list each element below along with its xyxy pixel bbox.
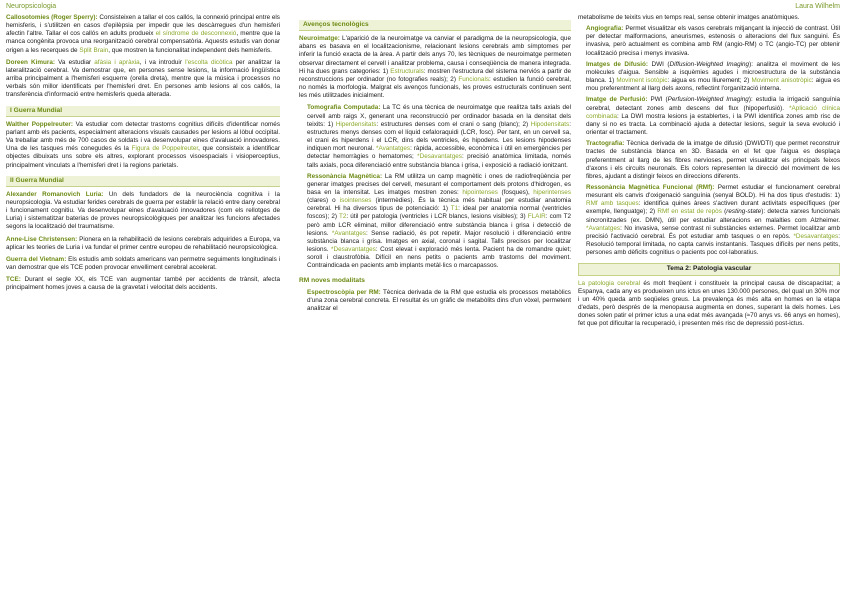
term-luria: Alexander Romanovich Luria: xyxy=(6,190,104,198)
highlight-term: hiperintenses xyxy=(533,188,571,196)
highlight-term: Split Brain xyxy=(79,46,109,54)
list-item-angiografia xyxy=(586,25,840,58)
term-tractografia: Tractografia: xyxy=(586,140,625,148)
highlight-term: *Avantatges xyxy=(375,145,411,153)
highlight-term: *Avantatges xyxy=(586,224,621,232)
section-heading-ww1: I Guerra Mundial xyxy=(6,106,280,117)
term-rmf: Ressonància Magnètica Funcional (RMf): xyxy=(586,183,715,191)
highlight-term: *Desavantatges xyxy=(793,232,839,240)
highlight-term: Hiperdensitats xyxy=(335,120,377,128)
list-rm-modalities xyxy=(299,289,571,313)
text: és molt freqüent i constitueix la principal causa de discapacitat; a Espanya, cada any es produeixen uns ictus en unes 130.000 persones, del qual un 30% mor i un 40% queda amb seqüeles greus. La prevalença és més alta en homes en la etapa d'edats, però després de la menopausa augmenta en dones, superant la dels homes. Les dones solen patir el primer ictus a una edat més avançada (≈70 anys vs. 66 anys en homes), fet que pot dificultar la recuperació, i presenten més risc de depressió post-ictus. xyxy=(578,279,840,328)
term-espectroscopia: Espectroscòpia per RM: xyxy=(307,288,381,296)
text: , que consisteix a identificar objectes dibuixats uns sobre els altres, explorant processos visoespacials i visioperceptius, principalment vinculats a l'hemisferi dret i la regions parietals. xyxy=(6,145,280,169)
highlight-term: RMf amb tasques xyxy=(586,200,639,208)
highlight-term: FLAIR xyxy=(527,213,546,221)
highlight-term: *Desavantatges xyxy=(417,153,462,161)
highlight-term: el síndrome de desconnexió xyxy=(155,30,237,38)
highlight-term: T1 xyxy=(450,205,459,213)
text: Un dels fundadors de la neurociència cognitiva i la neuropsicologia. Va estudiar ferides cerebrals de guerra per establir la relació entre dany cerebral i funcionament cognitiu. Va desenvolupar eines d'avaluació innovadores (com els rellotges de Luria) i sistematitzar baterias de proves neuropsicològiques per analitzar les funcions afectades segons la localització del traumatisme. xyxy=(6,190,280,231)
text: : Cost elevat i exploració més lenta. Pacient ha de romandre quiet; soroll i claustrofòbia. Difícil en nens petits o pacients amb trastorns del moviment. Contraindicada en pacients amb implants metàl·lics o marcapassos. xyxy=(307,246,571,270)
text: : aigua es mou lliurement; 2) xyxy=(667,77,752,85)
list-item-perfusio xyxy=(586,96,840,137)
text: Els estudis amb soldats americans van permetre seguiments longitudinals i van demostrar que els TCE poden provocar envelliment cerebral accelerat. xyxy=(6,255,280,272)
header-subject: Neuropsicologia xyxy=(6,3,57,10)
paragraph-poppelreuter xyxy=(6,121,280,170)
section-heading-rm-new: RM noves modalitats xyxy=(299,276,365,284)
text: : com T2 però amb LCR eliminat, millor diferenciació entre substància blanca i grisa i detecció de lesions. xyxy=(307,213,571,237)
paragraph-patologia-vascular xyxy=(578,280,840,329)
text: (fosques), xyxy=(497,188,534,196)
text: Va estudiar xyxy=(54,58,95,66)
highlight-term: La patologia cerebral xyxy=(578,279,641,287)
text-italic: Diffusion-Weighted Imaging xyxy=(669,60,750,68)
text: La TC és una tècnica de neuroimatge que realitza talls axials del cervell amb raigs X, generant una reconstrucció per ordinador basada en la densitat dels teixits: 1) xyxy=(307,104,571,128)
paragraph-callosotomies xyxy=(6,14,280,55)
highlight-term: afàsia i apràxia xyxy=(94,58,140,66)
text: : útil per patologia (ventricles i LCR blancs, lesions visibles); 3) xyxy=(346,213,528,221)
text: : estudien la funció cerebral, no només la morfologia. Malgrat els avenços funcionals, les proves estructurals continuen sent les més utilitzades inicialment. xyxy=(299,75,571,100)
text: , i va introduir xyxy=(139,58,186,66)
text: DWI ( xyxy=(648,60,670,68)
term-neuroimatge: Neuroimatge: xyxy=(299,35,340,43)
section-heading-ww2: II Guerra Mundial xyxy=(6,176,280,187)
highlight-term: Moviment isotòpic xyxy=(616,77,668,85)
text: Pionera en la rehabilitació de lesions cerebrals adquirides a Europa, va aplicar les teories de Luria i va fundar el primer centre europeu de rehabilitació neuropsicològica. xyxy=(6,235,280,251)
highlight-term: Hipodensitats xyxy=(530,120,570,128)
list-modalities-cont xyxy=(578,25,840,257)
text: : mostren l'estructura del sistema nerviós a partir de reconstruccions per ordinador (no fotografies reals); 2) xyxy=(299,67,571,83)
column-3 xyxy=(578,14,840,597)
paragraph-luria xyxy=(6,191,280,232)
text: ): analitza el moviment de les molècules d'aigua. Sensible a isquèmies agudes i microestructura de la substància blanca. 1) xyxy=(586,60,840,85)
term-difusio: Imatges de Difusió: xyxy=(586,60,649,68)
list-item-tractografia xyxy=(586,140,840,181)
term-tc: Tomografia Computada: xyxy=(307,104,381,112)
text: Va estudiar com detectar trastorns cognitius difícils d'identificar només parlant amb els pacients, especialment alteracions visuals causades per lesions al lòbul occipital. Va treballar amb més de 700 casos de soldats i va desenvolupar eines d'avaluació innovadores. Una de les tasques més conegudes és la xyxy=(6,120,280,153)
text: : No invasiva, sense contrast ni substàncies externes. Permet localitzar amb precisió l'activació cerebral. És pot estudiar amb tasques o en repòs. xyxy=(586,224,840,240)
text: Durant el segle XX, els TCE van augmentar també per accidents de trànsit, afecta principalment homes joves a causa de la gravetat i velocitat dels accidents. xyxy=(6,276,280,292)
column-2 xyxy=(299,14,571,597)
text: L'aparició de la neuroimatge va canviar el paradigma de la neuropsicologia, que abans es basava en el localitzacionisme, relacionant lesions cerebrals amb símptomes per inferir la funció exacta de la àrea. A partir dels anys 70, les tècniques de neuroimatge permeten observar directament el cervell i analitzar problema, causa i conseqüència de manera integrada. Hi ha dues grans categories: 1) xyxy=(299,35,571,75)
text: La RM utilitza un camp magnètic i ones de radiofreqüència per generar imatges precises del cervell, mesurant el comportament dels protons d'hidrogen, es basa en la intensitat. Les imatges mostren zones: xyxy=(307,172,571,196)
text: : Sense radiació, és pot repetir. Major resolució i diferenciació entre substància blanca i grisa. Imatges en axial, coronal i sagital. Talls precisos per localitzar lesions. xyxy=(307,229,571,254)
text: : estructures denses com el crani o sang (blanc); 2) xyxy=(376,120,531,128)
text: : aigua es mou preferentment al llarg dels axons, reflectint l'organització interna. xyxy=(586,77,840,93)
term-vietnam: Guerra del Vietnam: xyxy=(6,255,67,263)
highlight-term: Moviment anisotròpic xyxy=(751,77,812,85)
highlight-term: isointenses xyxy=(339,197,372,205)
term-christensen: Anne-Lise Christensen: xyxy=(6,235,78,243)
text: : identifica quines àrees s'activen durant activitats específiques (per exemple, llenguatge); 2) xyxy=(586,200,840,216)
list-item-tc xyxy=(307,104,571,169)
term-perfusio: Imatge de Perfusió: xyxy=(586,96,648,104)
term-tce: TCE: xyxy=(6,276,21,284)
text: : La DWI mostra lesions ja establertes, i la PWI identifica zones amb risc de dany si no es tracta. La combinació ajuda a detectar lesions, seguir la seva evolució i orientar el tractament. xyxy=(586,112,840,137)
term-rm: Ressonància Magnètica: xyxy=(307,172,383,180)
paragraph-neuroimatge xyxy=(299,35,571,100)
highlight-term: *Aplicació clínica combinada xyxy=(586,104,840,120)
text: Tècnica derivada de la imatge de difusió (DWI/DTI) que permet reconstruir tractes de substància blanca en 3D. Basada en el fet que l'aigua es desplaça preferentment al llarg de les fibres nervioses, permet visualitzar els principals feixos d'axons i els circuits neuronals. Els colors representen la direcció del moviment de les fibres, ajudant a distingir feixos en direccions diferents. xyxy=(586,140,840,180)
term-poppelreuter: Walther Poppelreuter: xyxy=(6,120,73,128)
text: ): estudia la irrigació sanguínia cerebral, detectant zones amb descens del flux (hipoperfusió). xyxy=(586,96,840,112)
text: (intermèdies). És la tècnica més habitual per estudiar anatomia cerebral. Hi ha diversos tipus de potenciació: 1) xyxy=(307,197,571,213)
highlight-term: Figura de Poppelreuter xyxy=(131,145,199,153)
paragraph-vietnam xyxy=(6,256,280,272)
text: , que mostren la funcionalitat independent dels hemisferis. xyxy=(108,46,272,54)
paragraph-kimura xyxy=(6,59,280,100)
text-italic: Perfusion-Weighted Imaging xyxy=(667,96,749,104)
highlight-term: l'escolta dicòtica xyxy=(185,58,233,66)
highlight-term: RMf en estat de repòs xyxy=(657,208,722,216)
list-item-rm xyxy=(307,173,571,271)
highlight-term: *Desavantatges xyxy=(331,246,376,254)
paragraph-tce xyxy=(6,276,280,292)
text: : Resolució temporal limitada, no capta canvis instantanis. Tasques difícils per nens petits, persones amb dèficits cognitius o pacients poc col·laboratius. xyxy=(586,232,840,257)
text: PWI ( xyxy=(647,96,668,104)
text: , mentre que la manca congènita provoca una reorganització cerebral compensatòria. Aquests estudis van donar origen a les recerques de xyxy=(6,30,280,54)
text: ( xyxy=(721,208,727,216)
list-item-difusio xyxy=(586,61,840,94)
text: Tècnica derivada de la RM que estudia els processos metabòlics d'una zona cerebral concreta. El resultat és un gràfic de metabòlits dins d'un vòxel, permetent analitzar el xyxy=(307,288,571,312)
text-italic: resting-state xyxy=(726,208,762,216)
text: : ràpida, accessible, econòmica i útil en emergències per detectar hemorràgies o hematomes; xyxy=(307,145,571,161)
continued-text: metabolisme de teixits vius en temps real, sense obtenir imatges anatòmiques. xyxy=(578,14,800,21)
term-angiografia: Angiografia: xyxy=(586,25,624,33)
term-callosotomies: Callosotomies (Roger Sperry): xyxy=(6,14,98,21)
list-item-rmf xyxy=(586,184,840,257)
section-heading-tech: Avenços tecnològics xyxy=(299,20,571,31)
text: Consisteixen a tallar el cos callós, la connexió principal entre els hemisferis, i s'utilitzen en casos d'epilèpsia per impedir que les descàrregues d'un hemisferi afectin l'altre. Tallar el cos callós en adults produeix xyxy=(6,14,280,38)
text: Permet visualitzar els vasos cerebrals mitjançant la injecció de contrast. Útil per detectar malformacions, aneurismes, estenosis o alteracions del flux sanguini. És invasiva, però actualment es combina amb RM (angio-RM) o TC (angio-TC) per obtenir localització precisa i menys invasiva. xyxy=(586,25,840,57)
text: Permet estudiar el funcionament cerebral mesurant els canvis d'oxigenació sanguínia (senyal BOLD). Hi ha dos tipus d'estudis: 1) xyxy=(586,183,840,200)
paragraph-christensen xyxy=(6,236,280,252)
text: : precisió anatòmica limitada, només talls axials, poca diferenciació entre substància blanca i grisa, i exposició a radiació ionitzant. xyxy=(307,153,571,169)
section-heading-tema2: Tema 2: Patologia vascular xyxy=(578,263,840,275)
header-author: Laura Wilhelm xyxy=(795,3,840,10)
text: (clares) o xyxy=(307,197,340,205)
highlight-term: Estructurals xyxy=(390,67,424,75)
highlight-term: Funcionals xyxy=(458,75,490,83)
text: per analitzar la lateralització cerebral. Va demostrar que, en persones sense lesions, la informació lingüística arriba principalment a l'hemisferi esquerre (orella dreta), mentre que la música i processos no verbals són millor identificats per l'hemisferi dret. En persones amb lesions al cos callós, la transferència d'informació entre hemisferis queda alterada. xyxy=(6,58,280,99)
list-imaging xyxy=(299,104,571,270)
highlight-term: T2 xyxy=(338,213,347,221)
text: : estructures menys denses com el líquid cefaloraquidi (LCR, fosc). Per tant, en un cervell sa, el crani és hiperdens i el LCR, dins dels ventricles, és hipodens. Les lesions hipodenses indiquen mort neuronal. xyxy=(307,120,571,153)
highlight-term: *Avantatges xyxy=(331,229,366,237)
text: ): detecta xarxes funcionals sincronitzades (ex. DMN), útil per estudiar alteracions en malalties com Alzheimer. xyxy=(586,208,840,224)
list-item-espectroscopia xyxy=(307,289,571,313)
term-kimura: Doreen Kimura: xyxy=(6,58,55,66)
column-1 xyxy=(6,14,280,597)
text: : ideal per anatomia normal (ventricles foscos); 2) xyxy=(307,205,571,221)
highlight-term: hipointenses xyxy=(462,188,498,196)
